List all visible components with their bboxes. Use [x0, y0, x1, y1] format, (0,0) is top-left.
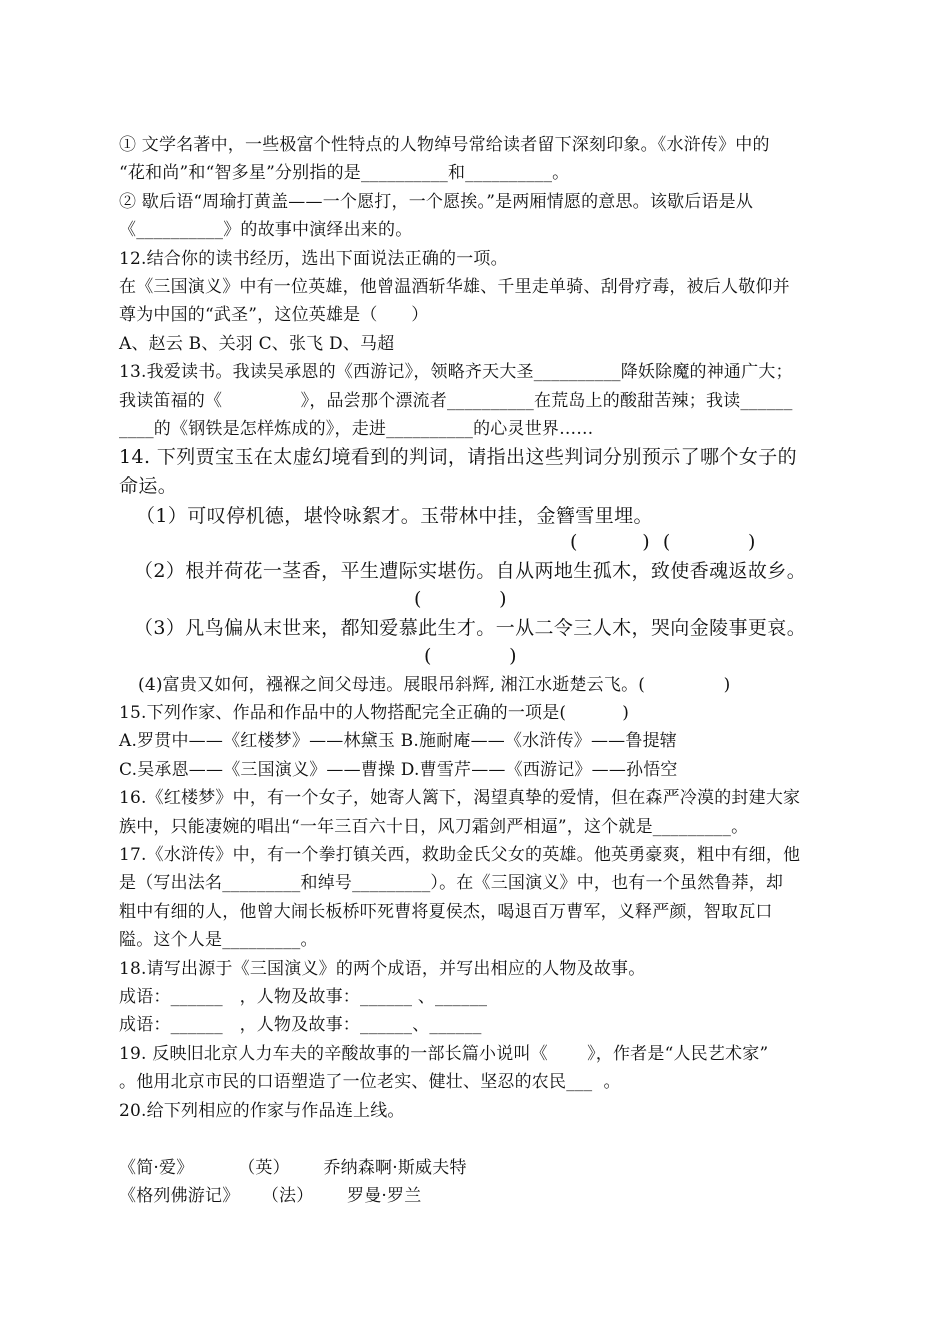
- text-line: 隘。这个人是_________。: [119, 930, 318, 950]
- text-line: (4)富贵又如何，襁褓之间父母违。展眼吊斜辉, 湘江水逝楚云飞。( ): [138, 675, 731, 695]
- answer-blank: ( ) ( ): [570, 531, 756, 553]
- text-line: 《__________》的故事中演绎出来的。: [119, 220, 413, 240]
- text-line: 是（写出法名_________和绰号_________）。在《三国演义》中，也有一个虽然鲁莽，却: [119, 873, 784, 893]
- text-line: ____的《钢铁是怎样炼成的》，走进__________的心灵世界……: [119, 419, 594, 439]
- text-line: ② 歇后语“周瑜打黄盖——一个愿打，一个愿挨。”是两厢情愿的意思。该歇后语是从: [119, 192, 754, 212]
- text-line: A、赵云 B、关羽 C、张飞 D、马超: [119, 334, 395, 354]
- text-line: 成语：______ ，人物及故事：______、______: [119, 1015, 482, 1035]
- match-row: 《简·爱》 （英） 乔纳森啊·斯威夫特: [119, 1158, 467, 1178]
- text-line: ① 文学名著中，一些极富个性特点的人物绰号常给读者留下深刻印象。《水浒传》中的: [119, 135, 770, 155]
- answer-blank: ( ): [414, 588, 507, 610]
- text-line: （1）可叹停机德，堪怜咏絮才。玉带林中挂，金簪雪里埋。: [136, 505, 653, 527]
- text-line: 19. 反映旧北京人力车夫的辛酸故事的一部长篇小说叫《 》，作者是“人民艺术家”: [119, 1044, 769, 1064]
- match-row: 《格列佛游记》 （法） 罗曼·罗兰: [119, 1186, 422, 1206]
- text-line: 命运。: [119, 475, 178, 497]
- text-line: 我读笛福的《 》，品尝那个漂流者__________在荒岛上的酸甜苦辣；我读______: [119, 391, 793, 411]
- text-line: （2）根并荷花一茎香，平生遭际实堪伤。自从两地生孤木，致使香魂返故乡。: [134, 560, 807, 582]
- text-line: 14. 下列贾宝玉在太虚幻境看到的判词，请指出这些判词分别预示了哪个女子的: [119, 446, 798, 468]
- text-line: 15.下列作家、作品和作品中的人物搭配完全正确的一项是( ): [119, 703, 630, 723]
- text-line: （3）凡鸟偏从末世来，都知爱慕此生才。一从二令三人木，哭向金陵事更哀。: [134, 617, 807, 639]
- text-line: 13.我爱读书。我读吴承恩的《西游记》，领略齐天大圣__________降妖除魔的神通广大；: [119, 362, 793, 382]
- text-line: 尊为中国的“武圣”，这位英雄是（ ）: [119, 305, 429, 325]
- text-line: 成语：______ ，人物及故事：______ 、______: [119, 987, 488, 1007]
- text-line: 18.请写出源于《三国演义》的两个成语，并写出相应的人物及故事。: [119, 959, 646, 979]
- text-line: 。他用北京市民的口语塑造了一位老实、健壮、坚忍的农民___ 。: [119, 1072, 621, 1092]
- text-line: 12.结合你的读书经历，选出下面说法正确的一项。: [119, 249, 508, 269]
- text-line: 族中，只能凄婉的唱出“一年三百六十日，风刀霜剑严相逼”，这个就是_________。: [119, 817, 749, 837]
- text-line: C.吴承恩——《三国演义》——曹操 D.曹雪芹——《西游记》——孙悟空: [119, 760, 678, 780]
- text-line: 20.给下列相应的作家与作品连上线。: [119, 1101, 405, 1121]
- text-line: 在《三国演义》中有一位英雄，他曾温酒斩华雄、千里走单骑、刮骨疗毒，被后人敬仰并: [119, 277, 790, 297]
- text-line: 粗中有细的人，他曾大闹长板桥吓死曹将夏侯杰，喝退百万曹军，义释严颜，智取瓦口: [119, 902, 773, 922]
- text-line: 16.《红楼梦》中，有一个女子，她寄人篱下，渴望真挚的爱情，但在森严冷漠的封建大家: [119, 788, 801, 808]
- text-line: “花和尚”和“智多星”分别指的是__________和__________。: [119, 163, 570, 183]
- text-line: 17.《水浒传》中，有一个拳打镇关西，救助金氏父女的英雄。他英勇豪爽，粗中有细，他: [119, 845, 801, 865]
- answer-blank: ( ): [424, 645, 517, 667]
- text-line: A.罗贯中——《红楼梦》——林黛玉 B.施耐庵——《水浒传》——鲁提辖: [119, 731, 677, 751]
